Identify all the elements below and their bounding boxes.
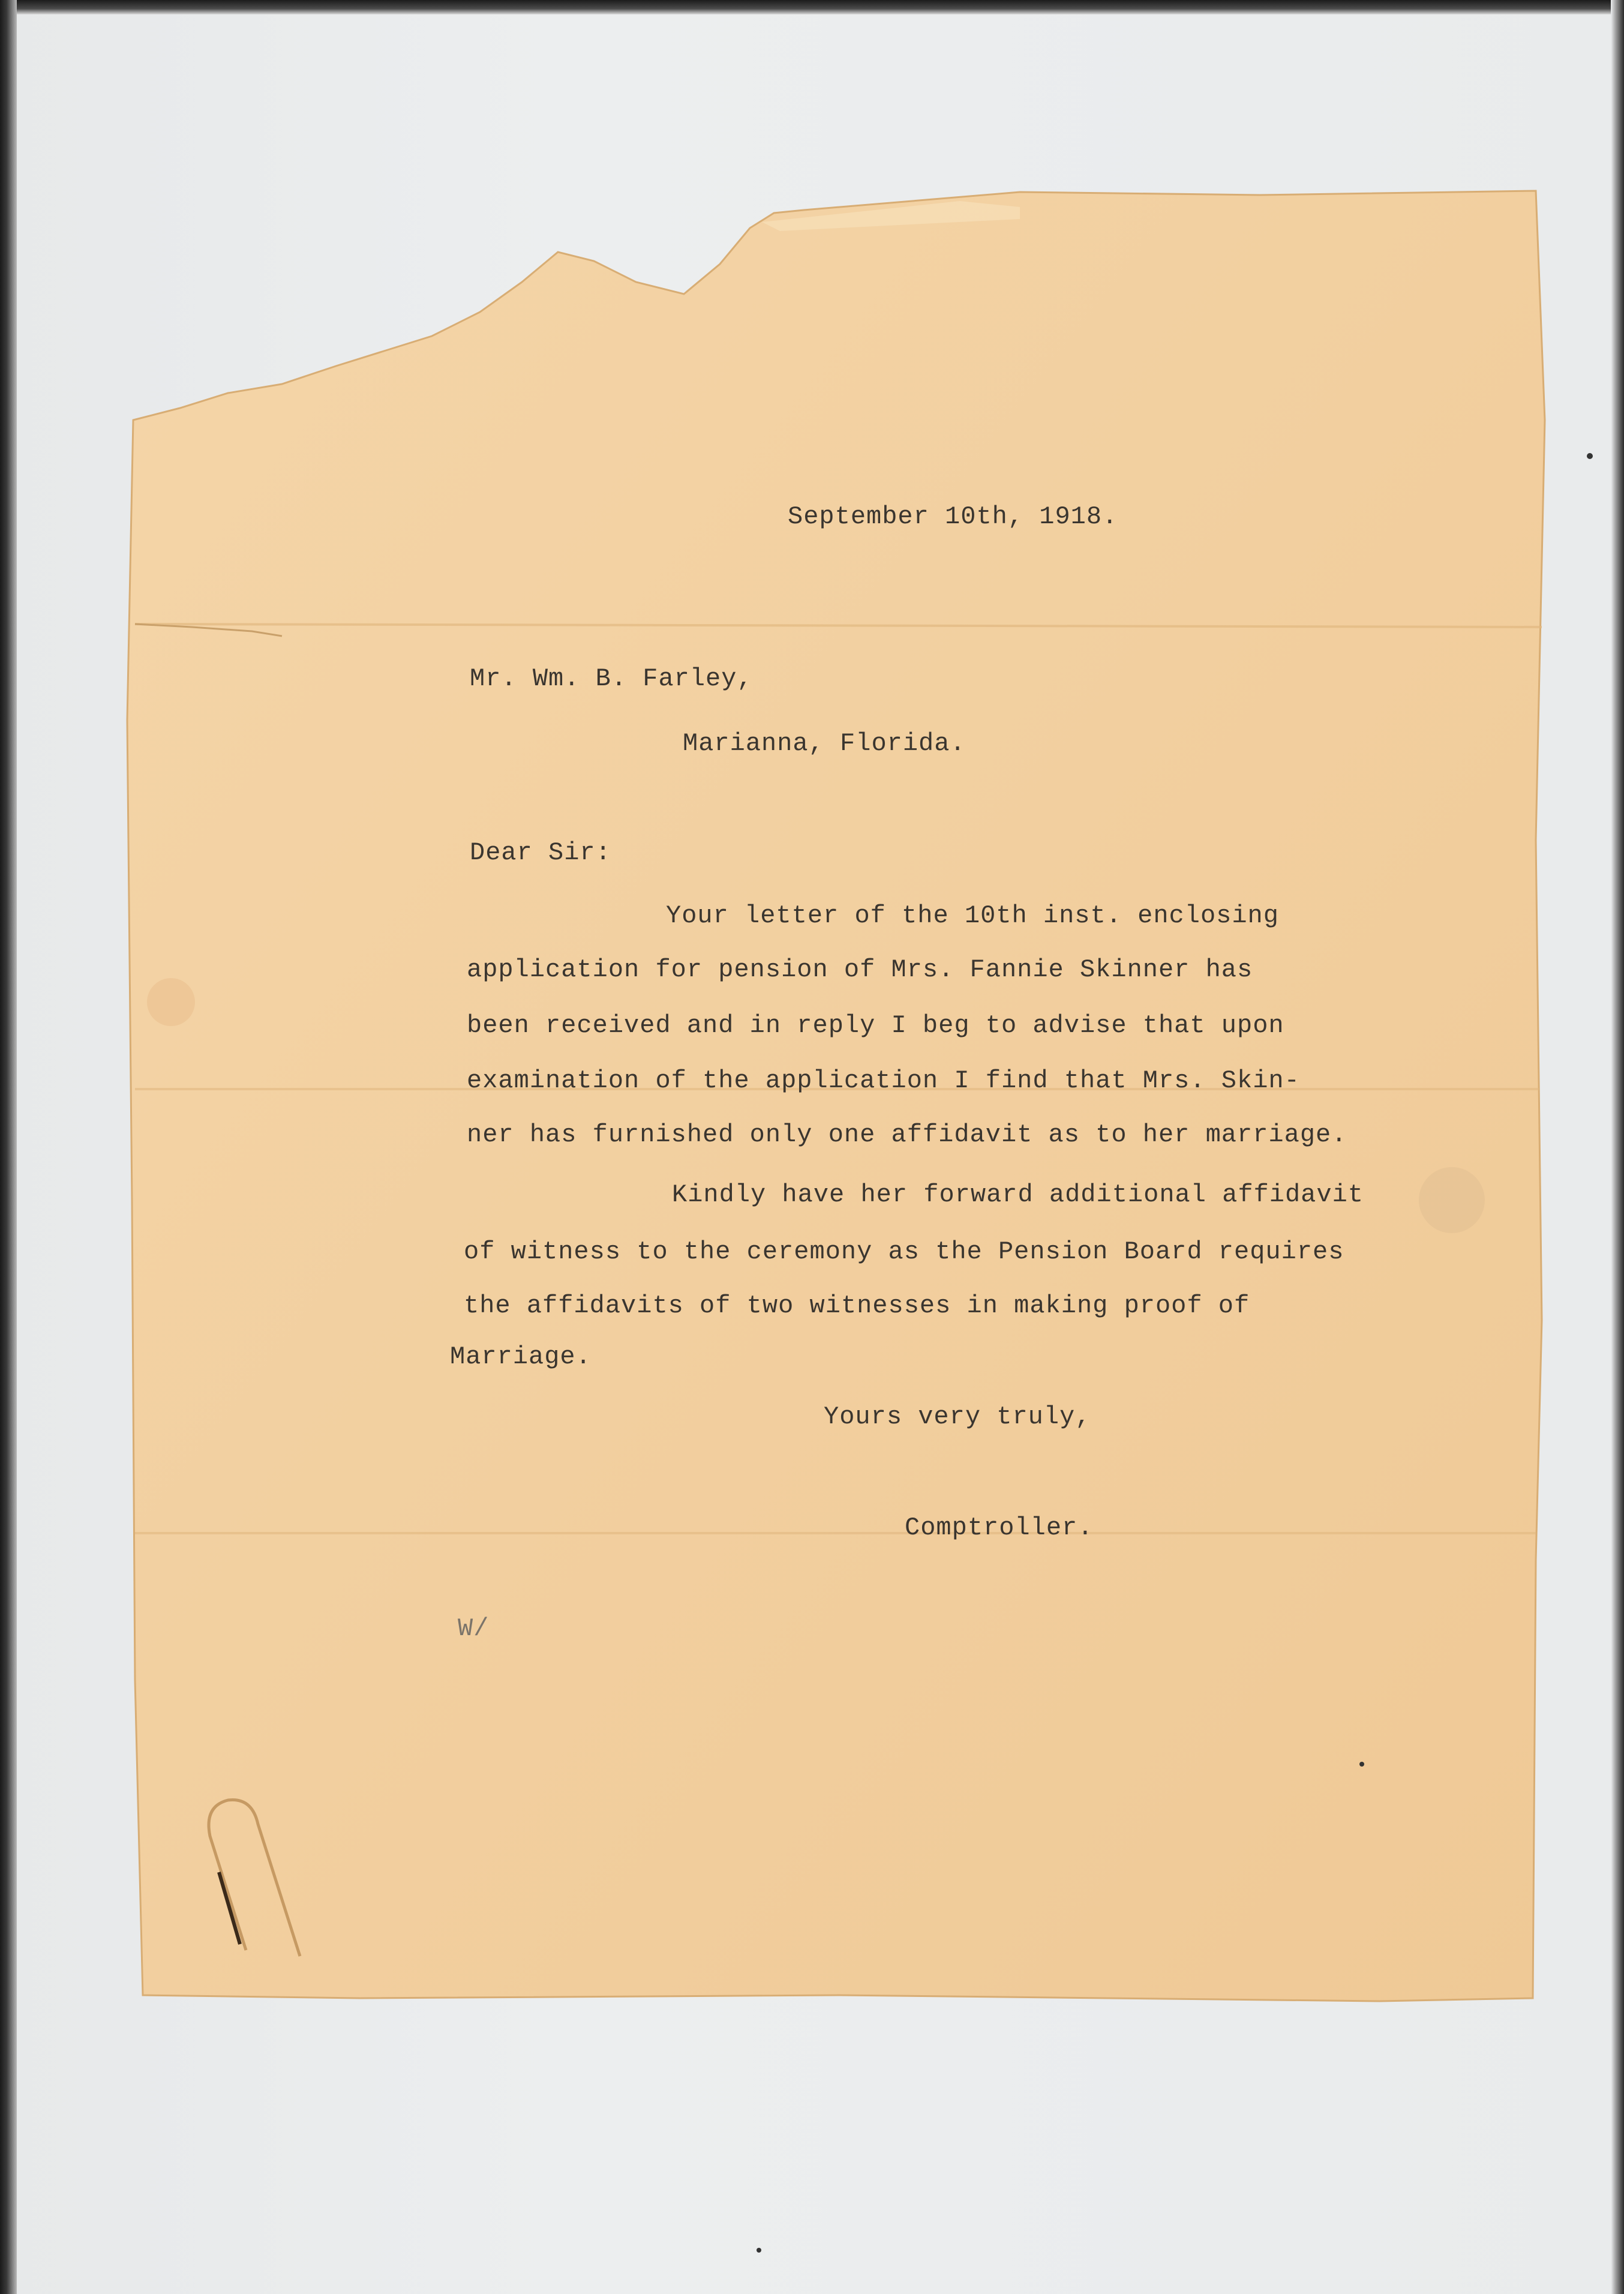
body-line: ner has furnished only one affidavit as to her marriage. — [467, 1120, 1347, 1149]
body-line: examination of the application I find that Mrs. Skin- — [467, 1066, 1300, 1095]
body-line: the affidavits of two witnesses in making proof of — [464, 1291, 1250, 1320]
typist-initials: W/ — [458, 1614, 490, 1643]
salutation: Dear Sir: — [470, 838, 611, 867]
body-line: Your letter of the 10th inst. enclosing — [666, 901, 1279, 930]
dust-speck — [1587, 453, 1593, 459]
recipient-location: Marianna, Florida. — [683, 729, 966, 758]
smudge-spot — [1419, 1167, 1485, 1233]
stain-spot — [147, 978, 195, 1026]
body-line: of witness to the ceremony as the Pension Board requires — [464, 1237, 1344, 1266]
body-line: application for pension of Mrs. Fannie Skinner has — [467, 955, 1253, 984]
recipient-name: Mr. Wm. B. Farley, — [470, 664, 753, 693]
dust-speck — [1359, 1762, 1364, 1767]
paper-surface — [127, 191, 1545, 2001]
body-line: Marriage. — [450, 1342, 592, 1371]
signature-title: Comptroller. — [905, 1513, 1094, 1542]
letter-date: September 10th, 1918. — [788, 502, 1118, 531]
dust-speck — [757, 2248, 761, 2253]
body-line: Kindly have her forward additional affidavit — [672, 1180, 1364, 1209]
closing: Yours very truly, — [824, 1402, 1091, 1431]
body-line: been received and in reply I beg to advise that upon — [467, 1011, 1284, 1040]
